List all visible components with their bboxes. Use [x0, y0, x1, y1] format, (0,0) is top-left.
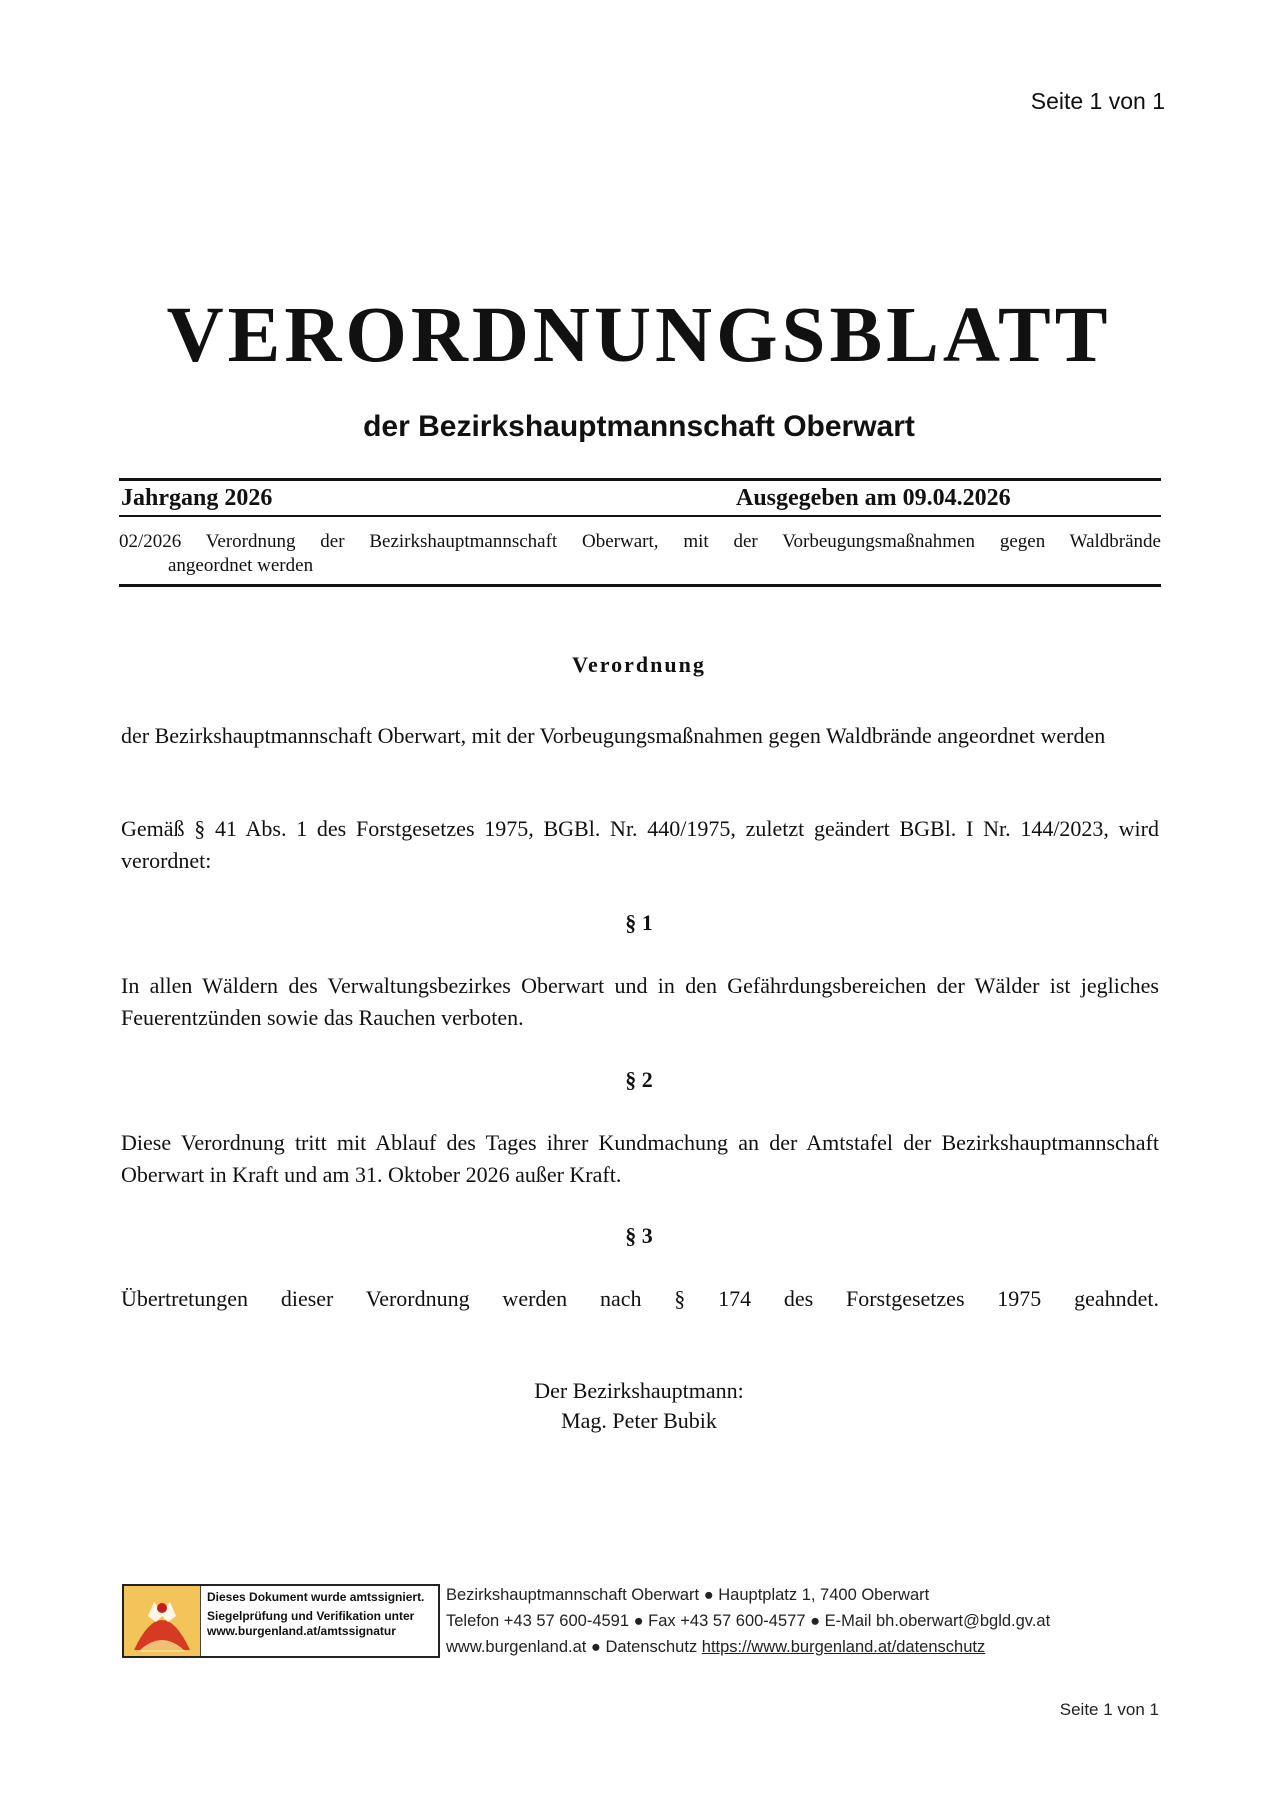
intro-paragraph: der Bezirkshauptmannschaft Oberwart, mit der Vorbeugungsmaßnahmen gegen Waldbrände angeordnet werden: [121, 723, 1106, 748]
privacy-link[interactable]: https://www.burgenland.at/datenschutz: [701, 1638, 986, 1656]
divider-top: [119, 478, 1161, 481]
signature-box-line1: Dieses Dokument wurde amtssigniert.: [207, 1590, 425, 1604]
footer-contact: [446, 1582, 1050, 1660]
issue-entry-number: 02/2026: [119, 531, 182, 552]
signature-name: Mag. Peter Bubik: [561, 1408, 717, 1433]
section-1-heading: § 1: [625, 910, 653, 935]
issue-entry-line2: angeordnet werden: [168, 555, 314, 576]
signature-box-text: [201, 1586, 430, 1656]
signature-box-line3: www.burgenland.at/amtssignatur: [207, 1624, 396, 1638]
issue-entry-text: Verordnung der Bezirkshauptmannschaft Oberwart, mit der Vorbeugungsmaßnahmen gegen Waldbrände: [205, 531, 1161, 552]
official-signature-box: [122, 1584, 440, 1658]
masthead-subtitle: der Bezirkshauptmannschaft Oberwart: [363, 410, 915, 443]
legal-basis-paragraph: Gemäß § 41 Abs. 1 des Forstgesetzes 1975, BGBl. Nr. 440/1975, zuletzt geändert BGBl. I Nr. 144/2023, wird verordnet:: [121, 816, 1159, 873]
footer-phone-email: Telefon +43 57 600-4591 ● Fax +43 57 600-4577 ● E-Mail bh.oberwart@bgld.gv.at: [446, 1612, 1051, 1630]
section-3-heading: § 3: [625, 1223, 653, 1248]
divider-bottom: [119, 584, 1161, 587]
footer-web-text: www.burgenland.at ● Datenschutz: [446, 1638, 702, 1656]
masthead-title: VERORDNUNGSBLATT: [166, 292, 1112, 379]
divider-middle: [119, 515, 1161, 517]
section-1-text: In allen Wäldern des Verwaltungsbezirkes Oberwart und in den Gefährdungsbereichen der Wälder ist jegliches Feuerentzünden sowie das Rauchen verboten.: [121, 973, 1159, 1030]
issue-date: Ausgegeben am 09.04.2026: [736, 485, 1011, 511]
page-number-bottom: Seite 1 von 1: [1059, 1700, 1159, 1719]
section-2-text: Diese Verordnung tritt mit Ablauf des Tages ihrer Kundmachung an der Amtstafel der Bezirkshauptmannschaft Oberwart in Kraft und am 31. Oktober 2026 außer Kraft.: [121, 1130, 1159, 1187]
section-3-text: Übertretungen dieser Verordnung werden nach § 174 des Forstgesetzes 1975 geahndet.: [121, 1286, 1159, 1311]
burgenland-coat-of-arms-icon: [124, 1586, 201, 1656]
issue-entry: [119, 530, 1161, 578]
signature-title: Der Bezirkshauptmann:: [534, 1378, 744, 1403]
section-2-heading: § 2: [625, 1067, 653, 1092]
issue-entry-line1: [119, 530, 1161, 554]
signature-box-line2: Siegelprüfung und Verifikation unter: [207, 1609, 415, 1623]
page-number-top: Seite 1 von 1: [1030, 88, 1165, 114]
footer-web: [446, 1634, 1050, 1660]
issue-year: Jahrgang 2026: [121, 485, 273, 511]
body-heading: Verordnung: [572, 652, 706, 677]
footer-address: Bezirkshauptmannschaft Oberwart ● Hauptplatz 1, 7400 Oberwart: [446, 1586, 930, 1604]
